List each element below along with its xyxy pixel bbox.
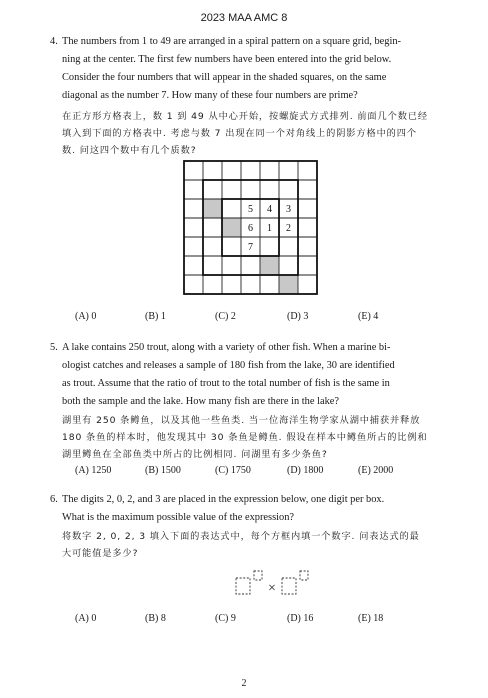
choice-d[interactable]: (D) 1800: [287, 465, 324, 476]
problem-6-chinese: [62, 528, 434, 562]
problem-text-line: The numbers from 1 to 49 are arranged in a spiral pattern on a square grid, begin-: [62, 36, 402, 47]
page-header: 2023 MAA AMC 8: [200, 12, 288, 24]
problem-number: 6.: [50, 494, 58, 505]
shaded-cell: [222, 218, 241, 237]
problem-5-chinese: [62, 412, 434, 463]
choice-c[interactable]: (C) 9: [215, 613, 236, 624]
grid-number: 4: [267, 204, 272, 215]
choice-c[interactable]: (C) 1750: [215, 465, 251, 476]
grid-number: 7: [248, 242, 253, 253]
chinese-text-line: 数. 问这四个数中有几个质数?: [62, 145, 197, 156]
shaded-cell: [260, 256, 279, 275]
problem-4-chinese: [62, 108, 434, 159]
exponent-box: [300, 571, 308, 580]
shaded-cell: [279, 275, 298, 294]
chinese-text-line: 大可能值是多少?: [62, 548, 139, 559]
chinese-text-line: 在正方形方格表上，数 1 到 49 从中心开始，按螺旋式方式排列. 前面几个数已经: [62, 111, 428, 122]
problem-text-line: ning at the center. The first few numbers have been entered into the grid below.: [62, 54, 392, 65]
grid-number: 1: [267, 223, 272, 234]
problem-text-line: as trout. Assume that the ratio of trout to the total number of fish is the same in: [62, 378, 390, 389]
choice-b[interactable]: (B) 1500: [145, 465, 181, 476]
choice-a[interactable]: (A) 1250: [75, 465, 112, 476]
choice-a[interactable]: (A) 0: [75, 311, 97, 322]
problem-number: 4.: [50, 36, 58, 47]
choice-e[interactable]: (E) 18: [358, 613, 384, 624]
problem-text-line: A lake contains 250 trout, along with a variety of other fish. When a marine bi-: [62, 342, 391, 353]
problem-text-line: both the sample and the lake. How many fish are there in the lake?: [62, 396, 339, 407]
digit-box: [282, 578, 296, 594]
exponent-box: [254, 571, 262, 580]
grid-number: 5: [248, 204, 253, 215]
chinese-text-line: 湖里有 250 条鳟鱼，以及其他一些鱼类. 当一位海洋生物学家从湖中捕获并释放: [62, 415, 421, 426]
choice-e[interactable]: (E) 2000: [358, 465, 394, 476]
chinese-text-line: 填入到下面的方格表中. 考虑与数 7 出现在同一个对角线上的阴影方格中的四个: [62, 128, 417, 139]
problem-number: 5.: [50, 342, 58, 353]
choice-d[interactable]: (D) 3: [287, 311, 309, 322]
times-sign: ×: [268, 581, 276, 596]
chinese-text-line: 湖里鳟鱼在全部鱼类中所占的比例相同. 问湖里有多少条鱼?: [62, 449, 328, 460]
spiral-grid: [182, 159, 321, 298]
shaded-cell: [203, 199, 222, 218]
choice-b[interactable]: (B) 1: [145, 311, 166, 322]
chinese-text-line: 将数字 2, 0, 2, 3 填入下面的表达式中，每个方框内填一个数字. 问表达式的最: [62, 531, 420, 542]
problem-6: [50, 491, 434, 527]
choice-e[interactable]: (E) 4: [358, 311, 379, 322]
choice-b[interactable]: (B) 8: [145, 613, 166, 624]
choice-d[interactable]: (D) 16: [287, 613, 314, 624]
chinese-text-line: 180 条鱼的样本时，他发现其中 30 条鱼是鳟鱼. 假设在样本中鳟鱼所占的比例和: [62, 432, 428, 443]
problem-text-line: What is the maximum possible value of the expression?: [62, 512, 295, 523]
problem-5: [50, 339, 434, 411]
expression-figure: [234, 570, 314, 600]
problem-text-line: The digits 2, 0, 2, and 3 are placed in the expression below, one digit per box.: [62, 494, 385, 505]
digit-box: [236, 578, 250, 594]
choice-a[interactable]: (A) 0: [75, 613, 97, 624]
grid-number: 6: [248, 223, 253, 234]
choice-c[interactable]: (C) 2: [215, 311, 236, 322]
problem-4: [50, 33, 434, 105]
problem-text-line: diagonal as the number 7. How many of these four numbers are prime?: [62, 90, 358, 101]
page-number: 2: [241, 678, 247, 689]
problem-text-line: Consider the four numbers that will appear in the shaded squares, on the same: [62, 72, 387, 83]
grid-number: 2: [286, 223, 291, 234]
grid-number: 3: [286, 204, 291, 215]
problem-text-line: ologist catches and releases a sample of 180 fish from the lake, 30 are identified: [62, 360, 395, 371]
